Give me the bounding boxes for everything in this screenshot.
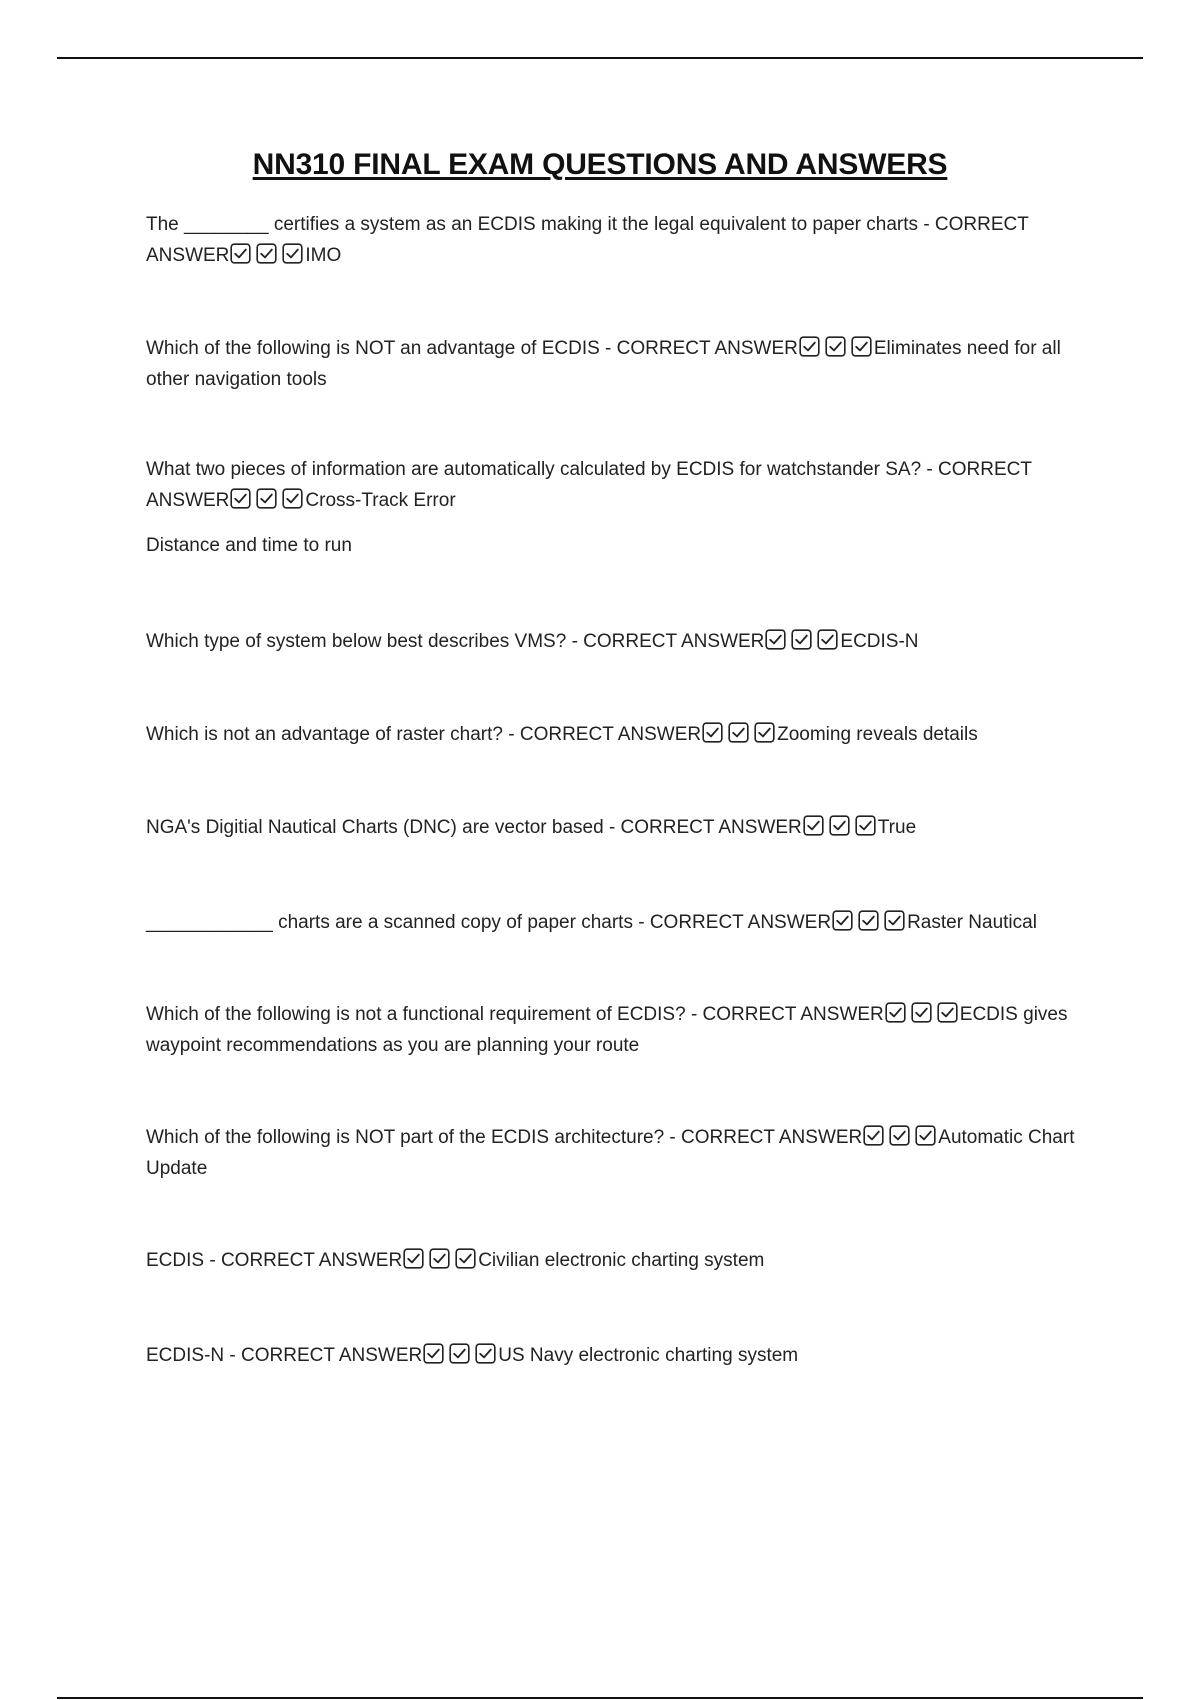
answer-continuation: Distance and time to run	[146, 535, 352, 556]
question-text: ECDIS-N	[146, 1345, 225, 1366]
checkbox-checked-icon	[911, 1002, 932, 1023]
checkbox-checked-icon	[765, 629, 786, 650]
answer-text: IMO	[305, 245, 342, 266]
page-title: NN310 FINAL EXAM QUESTIONS AND ANSWERS	[252, 148, 948, 181]
checkbox-checked-icon	[829, 815, 850, 836]
checkbox-checked-icon	[728, 722, 749, 743]
checkbox-checked-icon	[817, 629, 838, 650]
correct-answer-label: - CORRECT ANSWER	[204, 1250, 403, 1271]
qa-item	[146, 812, 1086, 843]
checkbox-checked-icon	[937, 1002, 958, 1023]
checkbox-checked-icon	[832, 910, 853, 931]
qa-item	[146, 209, 1086, 271]
checkbox-checked-icon	[282, 488, 303, 509]
qa-item	[146, 626, 1086, 657]
correct-answer-label: - CORRECT ANSWER	[502, 724, 702, 745]
answer-text: US Navy electronic charting system	[498, 1345, 799, 1366]
top-rule	[57, 57, 1143, 59]
check-marks	[230, 488, 304, 509]
checkbox-checked-icon	[863, 1125, 884, 1146]
check-marks	[863, 1125, 937, 1146]
question-text: Which of the following is NOT an advantage of ECDIS	[146, 338, 600, 359]
correct-answer-label: - CORRECT ANSWER	[599, 338, 798, 359]
question-text: Which type of system below best describes VMS?	[146, 631, 567, 652]
answer-text: Automatic Chart Update	[146, 1127, 1075, 1179]
question-text: Which of the following is NOT part of the ECDIS architecture?	[146, 1127, 665, 1148]
question-text: The ________ certifies a system as an ECDIS making it the legal equivalent to paper charts	[146, 214, 919, 235]
checkbox-checked-icon	[858, 910, 879, 931]
answer-text: Civilian electronic charting system	[478, 1250, 765, 1271]
checkbox-checked-icon	[429, 1248, 450, 1269]
correct-answer-label: - CORRECT ANSWER	[603, 817, 802, 838]
check-marks	[832, 910, 906, 931]
correct-answer-label: - CORRECT ANSWER	[685, 1004, 884, 1025]
qa-item	[146, 454, 1086, 561]
correct-answer-label: - CORRECT ANSWER	[664, 1127, 863, 1148]
correct-answer-label: - CORRECT ANSWER	[146, 459, 1032, 511]
check-marks	[403, 1248, 477, 1269]
check-marks	[702, 722, 776, 743]
answer-text: True	[877, 817, 917, 838]
answer-text: ECDIS-N	[840, 631, 919, 652]
answer-text: Eliminates need for all other navigation tools	[146, 338, 1061, 390]
checkbox-checked-icon	[403, 1248, 424, 1269]
qa-item	[146, 907, 1086, 938]
question-text: Which is not an advantage of raster chart?	[146, 724, 503, 745]
checkbox-checked-icon	[885, 1002, 906, 1023]
checkbox-checked-icon	[455, 1248, 476, 1269]
checkbox-checked-icon	[915, 1125, 936, 1146]
question-text: ECDIS	[146, 1250, 205, 1271]
checkbox-checked-icon	[791, 629, 812, 650]
checkbox-checked-icon	[825, 336, 846, 357]
qa-item	[146, 1340, 1086, 1371]
answer-text: Raster Nautical	[907, 912, 1037, 933]
question-text: ____________ charts are a scanned copy of paper charts	[146, 912, 633, 933]
checkbox-checked-icon	[423, 1343, 444, 1364]
checkbox-checked-icon	[449, 1343, 470, 1364]
check-marks	[885, 1002, 959, 1023]
check-marks	[765, 629, 839, 650]
correct-answer-label: - CORRECT ANSWER	[566, 631, 765, 652]
answer-text: ECDIS gives waypoint recommendations as you are planning your route	[146, 1004, 1068, 1056]
check-marks	[803, 815, 877, 836]
answer-text: Zooming reveals details	[777, 724, 978, 745]
checkbox-checked-icon	[702, 722, 723, 743]
check-marks	[799, 336, 873, 357]
checkbox-checked-icon	[230, 488, 251, 509]
checkbox-checked-icon	[754, 722, 775, 743]
question-text: NGA's Digitial Nautical Charts (DNC) are vector based	[146, 817, 604, 838]
bottom-rule	[57, 1697, 1143, 1699]
checkbox-checked-icon	[799, 336, 820, 357]
check-marks	[423, 1343, 497, 1364]
question-text: Which of the following is not a functional requirement of ECDIS?	[146, 1004, 686, 1025]
checkbox-checked-icon	[282, 243, 303, 264]
checkbox-checked-icon	[256, 243, 277, 264]
qa-item	[146, 999, 1086, 1061]
correct-answer-label: - CORRECT ANSWER	[632, 912, 832, 933]
question-text: What two pieces of information are automatically calculated by ECDIS for watchstander SA?	[146, 459, 922, 480]
correct-answer-label: - CORRECT ANSWER	[146, 214, 1029, 266]
qa-item	[146, 333, 1086, 395]
correct-answer-label: - CORRECT ANSWER	[224, 1345, 423, 1366]
checkbox-checked-icon	[855, 815, 876, 836]
checkbox-checked-icon	[475, 1343, 496, 1364]
checkbox-checked-icon	[803, 815, 824, 836]
qa-item	[146, 1245, 1086, 1276]
checkbox-checked-icon	[884, 910, 905, 931]
qa-item	[146, 1122, 1086, 1184]
answer-text: Cross-Track Error	[305, 490, 456, 511]
check-marks	[230, 243, 304, 264]
checkbox-checked-icon	[230, 243, 251, 264]
checkbox-checked-icon	[256, 488, 277, 509]
checkbox-checked-icon	[851, 336, 872, 357]
qa-item	[146, 719, 1086, 750]
checkbox-checked-icon	[889, 1125, 910, 1146]
